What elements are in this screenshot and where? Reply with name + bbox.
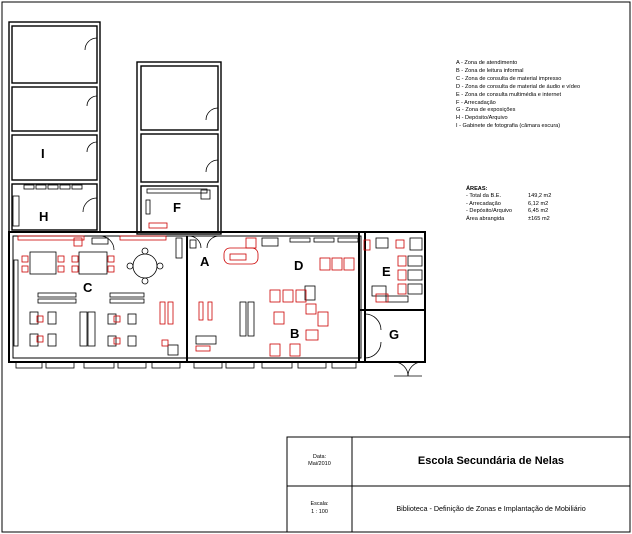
areas-row — [466, 216, 576, 223]
legend-item: C - Zona de consulta de material impresso — [456, 75, 562, 82]
legend-item: I - Gabinete de fotografia (câmara escura) — [456, 123, 561, 130]
zone-label-c: C — [83, 280, 93, 295]
left-tower-doors — [83, 38, 97, 212]
areas-row — [466, 201, 576, 208]
left-tower — [9, 22, 100, 232]
zone-abd-red-furniture — [196, 238, 354, 356]
zone-label-a: A — [200, 254, 210, 269]
areas-value: 6,45 m2 — [528, 208, 549, 215]
main-doors — [100, 236, 422, 376]
legend-item: G - Zona de exposições — [456, 107, 516, 114]
legend-item: H - Depósito/Arquivo — [456, 115, 508, 122]
zone-label-d: D — [294, 258, 304, 273]
zone-c-red-furniture — [18, 236, 173, 346]
zone-label-h: H — [39, 209, 49, 224]
areas-label: - Total da B.E. — [466, 193, 502, 200]
areas-label: Área abrangida — [466, 215, 505, 222]
areas-value: ±165 m2 — [528, 215, 550, 222]
scale-value: 1 : 100 — [311, 509, 328, 515]
areas-label: - Depósito/Arquivo — [466, 208, 513, 215]
middle-tower-doors — [206, 108, 218, 172]
areas-row — [466, 193, 576, 200]
zone-abd-furniture — [190, 238, 358, 344]
scale-label: Escala: — [310, 501, 329, 507]
zone-c-furniture — [14, 238, 182, 355]
school-name: Escola Secundária de Nelas — [417, 455, 565, 467]
zone-label-f: F — [173, 200, 181, 215]
legend-item: B - Zona de leitura informal — [456, 67, 524, 74]
scale-field — [288, 500, 351, 516]
drawing-subtitle: Biblioteca - Definição de Zonas e Implantação de Mobiliário — [396, 504, 586, 513]
areas-title: ÁREAS: — [466, 186, 488, 192]
date-value: Mai/2010 — [308, 461, 331, 467]
legend-item: E - Zona de consulta multimédia e internet — [456, 91, 562, 98]
zone-label-g: G — [389, 327, 400, 342]
areas-label: - Arrecadação — [466, 200, 501, 207]
zone-legend — [456, 60, 628, 131]
title-block — [287, 437, 630, 532]
date-label: Data: — [312, 454, 327, 460]
zone-label-e: E — [382, 264, 391, 279]
zone-label-b: B — [290, 326, 300, 341]
legend-item: D - Zona de consulta de material de áudio e vídeo — [456, 83, 581, 90]
areas-row — [466, 208, 576, 215]
areas-table — [466, 186, 576, 223]
areas-value: 149,2 m2 — [528, 193, 552, 200]
date-field — [288, 454, 351, 468]
legend-item: F - Arrecadação — [456, 99, 496, 106]
legend-item: A - Zona de atendimento — [456, 60, 518, 66]
areas-value: 6,12 m2 — [528, 200, 549, 207]
zone-label-i: I — [41, 146, 45, 161]
